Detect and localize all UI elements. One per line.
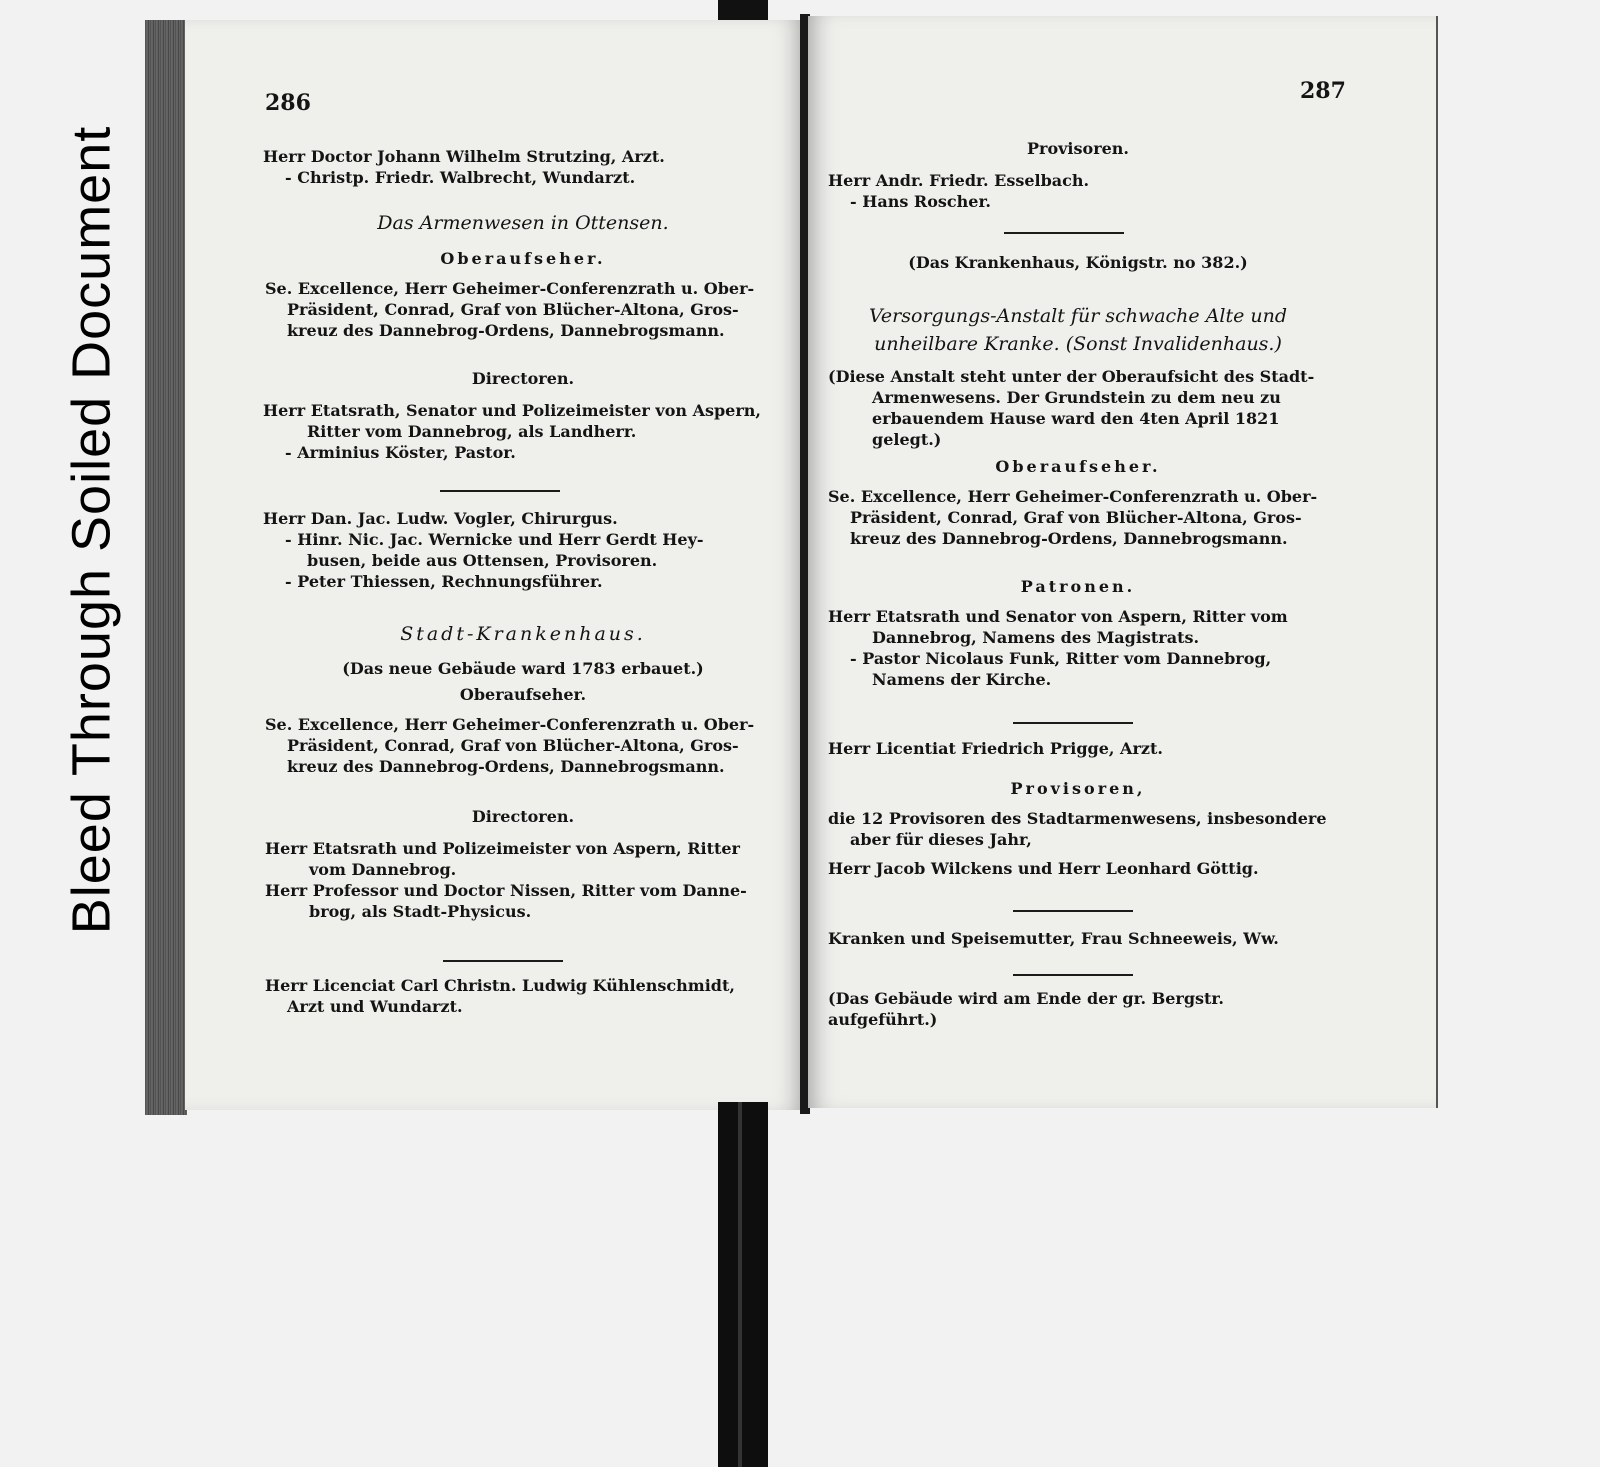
text-line: Präsident, Conrad, Graf von Blücher-Altona, Gros- [287, 736, 739, 755]
text-line: (Das Gebäude wird am Ende der gr. Bergstr. aufgeführt.) [828, 989, 1224, 1029]
text-block [263, 146, 783, 188]
divider [440, 490, 560, 492]
text-line: - Hinr. Nic. Jac. Wernicke und Herr Gerdt Hey- [285, 530, 704, 549]
text-line: (Das Krankenhaus, Königstr. no 382.) [908, 253, 1248, 272]
text-line: Ritter vom Dannebrog, als Landherr. [307, 422, 637, 441]
text-line: - Peter Thiessen, Rechnungsführer. [285, 572, 603, 591]
text-block [828, 808, 1338, 879]
text-line: Präsident, Conrad, Graf von Blücher-Altona, Gros- [287, 300, 739, 319]
text-line: brog, als Stadt-Physicus. [309, 902, 532, 921]
text-line: Arzt und Wundarzt. [287, 997, 463, 1016]
bookmark-ribbon-top [718, 0, 768, 20]
left-page [185, 20, 803, 1110]
text-block [265, 278, 785, 341]
text-line: Namens der Kirche. [872, 670, 1052, 689]
text-line: Herr Etatsrath und Polizeimeister von Aspern, Ritter [265, 839, 740, 858]
text-line: Kranken und Speisemutter, Frau Schneeweis, Ww. [828, 929, 1279, 948]
text-line: die 12 Provisoren des Stadtarmenwesens, insbesondere [828, 809, 1327, 828]
text-line: Präsident, Conrad, Graf von Blücher-Altona, Gros- [850, 508, 1302, 527]
text-line: gelegt.) [872, 430, 942, 449]
divider [1013, 910, 1133, 912]
text-line: - Hans Roscher. [850, 192, 991, 211]
text-block [828, 366, 1338, 450]
page-number: 286 [265, 90, 311, 116]
text-line: kreuz des Dannebrog-Ordens, Dannebrogsmann. [287, 757, 725, 776]
text-line: Se. Excellence, Herr Geheimer-Conferenzrath u. Ober- [828, 487, 1318, 506]
text-line: Herr Andr. Friedr. Esselbach. [828, 171, 1090, 190]
text-line: Herr Etatsrath, Senator und Polizeimeister von Aspern, [263, 401, 761, 420]
heading-line: unheilbare Kranke. (Sonst Invalidenhaus.) [874, 333, 1282, 355]
text-line: busen, beide aus Ottensen, Provisoren. [307, 551, 658, 570]
text-line: Herr Dan. Jac. Ludw. Vogler, Chirurgus. [263, 509, 618, 528]
page-number: 287 [1300, 78, 1346, 104]
divider [1013, 722, 1133, 724]
text-line: Se. Excellence, Herr Geheimer-Conferenzrath u. Ober- [265, 715, 755, 734]
text-line: Herr Etatsrath und Senator von Aspern, Ritter vom [828, 607, 1288, 626]
divider [1013, 974, 1133, 976]
text-block [265, 714, 785, 777]
text-block [263, 400, 793, 463]
book-page-edge [145, 20, 187, 1115]
text-line: - Christp. Friedr. Walbrecht, Wundarzt. [285, 168, 636, 187]
section-heading: Directoren. [471, 369, 575, 388]
section-heading: Provisoren, [1010, 779, 1146, 798]
bookmark-ribbon [718, 1102, 768, 1467]
text-line: - Pastor Nicolaus Funk, Ritter vom Dannebrog, [850, 649, 1272, 668]
heading-line: Versorgungs-Anstalt für schwache Alte und [868, 305, 1288, 327]
text-line: Herr Jacob Wilckens und Herr Leonhard Göttig. [828, 859, 1259, 878]
section-heading: Stadt-Krankenhaus. [400, 623, 646, 645]
section-heading: Oberaufseher. [459, 685, 587, 704]
section-heading: Directoren. [471, 807, 575, 826]
right-page [808, 16, 1438, 1108]
text-block [265, 975, 795, 1017]
text-line: Se. Excellence, Herr Geheimer-Conferenzrath u. Ober- [265, 279, 755, 298]
text-block [265, 838, 785, 922]
text-line: vom Dannebrog. [309, 860, 457, 879]
section-heading: Patronen. [1020, 577, 1136, 596]
text-line: kreuz des Dannebrog-Ordens, Dannebrogsmann. [287, 321, 725, 340]
text-line: Herr Licentiat Friedrich Prigge, Arzt. [828, 739, 1163, 758]
text-line: kreuz des Dannebrog-Ordens, Dannebrogsmann. [850, 529, 1288, 548]
text-line: erbauendem Hause ward den 4ten April 1821 [872, 409, 1280, 428]
text-block [263, 508, 783, 592]
section-heading: Das Armenwesen in Ottensen. [377, 212, 669, 234]
section-heading [822, 302, 1334, 358]
text-line: (Das neue Gebäude ward 1783 erbauet.) [342, 659, 704, 678]
section-heading: Oberaufseher. [440, 249, 606, 268]
text-line: Dannebrog, Namens des Magistrats. [872, 628, 1200, 647]
text-block [828, 170, 1328, 212]
section-heading: Provisoren. [1027, 139, 1129, 158]
text-line: (Diese Anstalt steht unter der Oberaufsicht des Stadt- [828, 367, 1315, 386]
divider [443, 960, 563, 962]
text-block [828, 486, 1338, 549]
text-line: Armenwesens. Der Grundstein zu dem neu zu [872, 388, 1281, 407]
text-block [828, 606, 1338, 690]
text-line: Herr Professor und Doctor Nissen, Ritter vom Danne- [265, 881, 747, 900]
side-label-text: Bleed Through Soiled Document [61, 125, 121, 935]
divider [1004, 232, 1124, 234]
text-line: Herr Doctor Johann Wilhelm Strutzing, Arzt. [263, 147, 665, 166]
text-line: aber für dieses Jahr, [850, 830, 1032, 849]
side-label [56, 20, 126, 1040]
text-line: Herr Licenciat Carl Christn. Ludwig Kühlenschmidt, [265, 976, 735, 995]
text-line: - Arminius Köster, Pastor. [285, 443, 516, 462]
section-heading: Oberaufseher. [995, 457, 1161, 476]
